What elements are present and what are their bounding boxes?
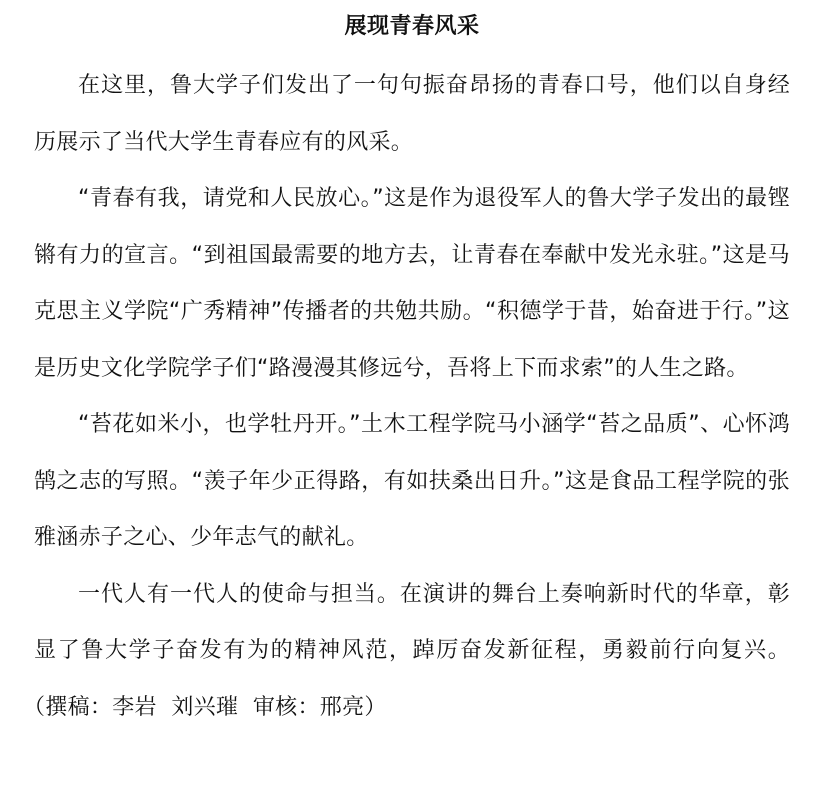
paragraph-4: [34, 567, 790, 737]
paragraph-1: 在这里，鲁大学子们发出了一句句振奋昂扬的青春口号，他们以自身经历展示了当代大学生青春应有的风采。: [34, 73, 790, 155]
author-credit: （撰稿：李岩 刘兴璀 审核：邢亮）: [34, 694, 387, 720]
article-title: 展现青春风采: [344, 14, 480, 39]
paragraph-4-text: 一代人有一代人的使命与担当。在演讲的舞台上奏响新时代的华章，彰显了鲁大学子奋发有为的精神风范，踔厉奋发新征程，勇毅前行向复兴。: [34, 581, 790, 663]
paragraph-3: “苔花如米小，也学牡丹开。”土木工程学院马小涵学“苔之品质”、心怀鸿鹄之志的写照。“羡子年少正得路，有如扶桑出日升。”这是食品工程学院的张雅涵赤子之心、少年志气的献礼。: [34, 412, 790, 550]
paragraph-2: “青春有我，请党和人民放心。”这是作为退役军人的鲁大学子发出的最铿锵有力的宣言。“到祖国最需要的地方去，让青春在奉献中发光永驻。”这是马克思主义学院“广秀精神”传播者的共勉共励。“积德学于昔，始奋进于行。”这是历史文化学院学子们“路漫漫其修远兮，吾将上下而求索”的人生之路。: [34, 186, 790, 381]
